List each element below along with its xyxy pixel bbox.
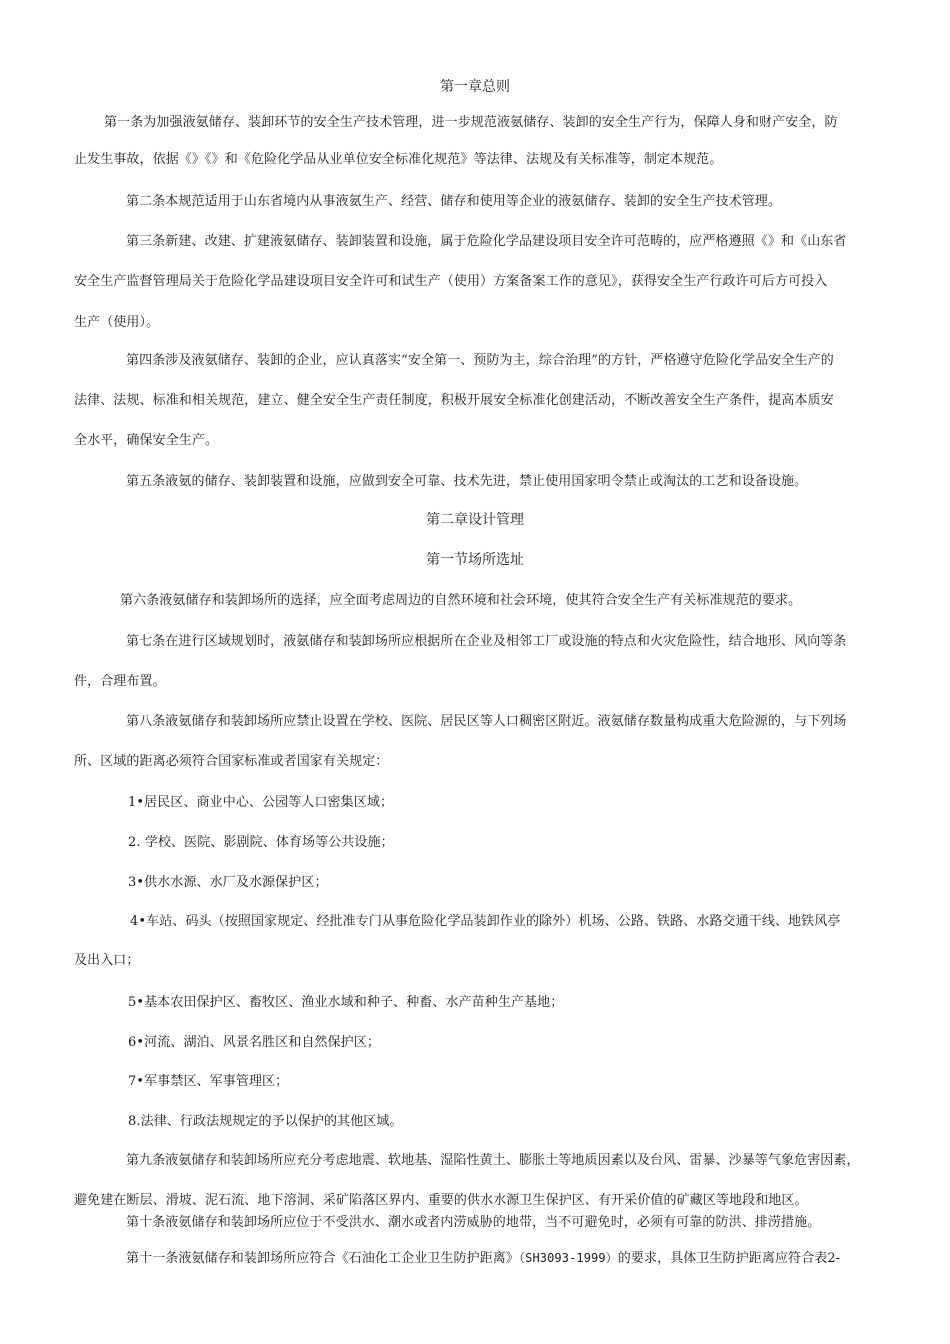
article-4-line-2: 法律、法规、标准和相关规范，建立、健全安全生产责任制度，积极开展安全标准化创建活动，不断改善安全生产条件，提高本质安: [74, 393, 834, 408]
article-11-part-3: 的要求，具体卫生防护距离应符合表2-: [617, 1251, 841, 1266]
chapter-2-title: 第二章设计管理: [426, 512, 524, 528]
section-1-title: 第一节场所选址: [426, 552, 524, 568]
chapter-1-title: 第一章总则: [440, 79, 510, 95]
article-8-line-1: 第八条液氨储存和装卸场所应禁止设置在学校、医院、居民区等人口稠密区附近。液氨储存数量构成重大危险源的，与下列场: [126, 714, 847, 729]
article-8-line-2: 所、区域的距离必须符合国家标准或者国家有关规定：: [74, 754, 389, 769]
article-7-line-2: 件，合理布置。: [74, 674, 166, 689]
article-9-line-2: 避免建在断层、滑坡、泥石流、地下溶洞、采矿陷落区界内、重要的供水水源卫生保护区、有开采价值的矿藏区等地段和地区。: [74, 1193, 808, 1208]
list-item-7: 7•军事禁区、军事管理区；: [128, 1074, 289, 1089]
article-4-line-1: 第四条涉及液氨储存、装卸的企业，应认真落实“安全第一、预防为主，综合治理”的方针，严格遵守危险化学品安全生产的: [126, 353, 834, 368]
article-11: [126, 1248, 840, 1269]
list-item-2: 2. 学校、医院、影剧院、体育场等公共设施；: [128, 835, 394, 850]
article-4-line-3: 全水平，确保安全生产。: [74, 433, 219, 448]
article-7-line-1: 第七条在进行区域规划时，液氨储存和装卸场所应根据所在企业及相邻工厂或设施的特点和火灾危险性，结合地形、风向等条: [126, 634, 847, 649]
article-11-standard-code: （SH3093-1999）: [519, 1251, 618, 1265]
list-item-1: 1•居民区、商业中心、公园等人口密集区域；: [128, 795, 394, 810]
list-item-8: 8.法律、行政法规规定的予以保护的其他区域。: [128, 1114, 403, 1129]
list-item-4-line-2: 及出入口；: [74, 953, 140, 968]
article-2: 第二条本规范适用于山东省境内从事液氨生产、经营、储存和使用等企业的液氨储存、装卸的安全生产技术管理。: [126, 194, 782, 209]
article-10: 第十条液氨储存和装卸场所应位于不受洪水、潮水或者内涝威胁的地带，当不可避免时，必须有可靠的防洪、排涝措施。: [126, 1215, 821, 1230]
article-1-line-1: 第一条为加强液氨储存、装卸环节的安全生产技术管理，进一步规范液氨储存、装卸的安全生产行为，保障人身和财产安全，防: [104, 115, 838, 130]
article-3-line-3: 生产（使用）。: [74, 315, 160, 330]
article-3-line-1: 第三条新建、改建、扩建液氨储存、装卸装置和设施，属于危险化学品建设项目安全许可范畴的，应严格遵照《》和《山东省: [126, 234, 847, 249]
list-item-6: 6•河流、湖泊、风景名胜区和自然保护区；: [128, 1035, 380, 1050]
article-1-line-2: 止发生事故，依据《》《》和《危险化学品从业单位安全标准化规范》等法律、法规及有关标准等，制定本规范。: [74, 152, 723, 167]
list-item-3: 3•供水水源、水厂及水源保护区；: [128, 875, 328, 890]
article-5: 第五条液氨的储存、装卸装置和设施，应做到安全可靠、技术先进，禁止使用国家明令禁止或淘汰的工艺和设备设施。: [126, 474, 808, 489]
article-11-part-1: 第十一条液氨储存和装卸场所应符合《石油化工企业卫生防护距离》: [126, 1251, 520, 1266]
list-item-5: 5•基本农田保护区、畜牧区、渔业水域和种子、种畜、水产苗种生产基地；: [128, 995, 564, 1010]
article-6: 第六条液氨储存和装卸场所的选择，应全面考虑周边的自然环境和社会环境，使其符合安全生产有关标准规范的要求。: [120, 593, 802, 608]
article-9-line-1: 第九条液氨储存和装卸场所应充分考虑地震、软地基、湿陷性黄土、膨胀土等地质因素以及台风、雷暴、沙暴等气象危害因素，: [126, 1153, 860, 1168]
list-item-4-line-1: 4•车站、码头（按照国家规定、经批准专门从事危险化学品装卸作业的除外）机场、公路、铁路、水路交通干线、地铁风亭: [130, 914, 841, 929]
article-3-line-2: 安全生产监督管理局关于危险化学品建设项目安全许可和试生产（使用）方案备案工作的意见》，获得安全生产行政许可后方可投入: [74, 274, 828, 289]
